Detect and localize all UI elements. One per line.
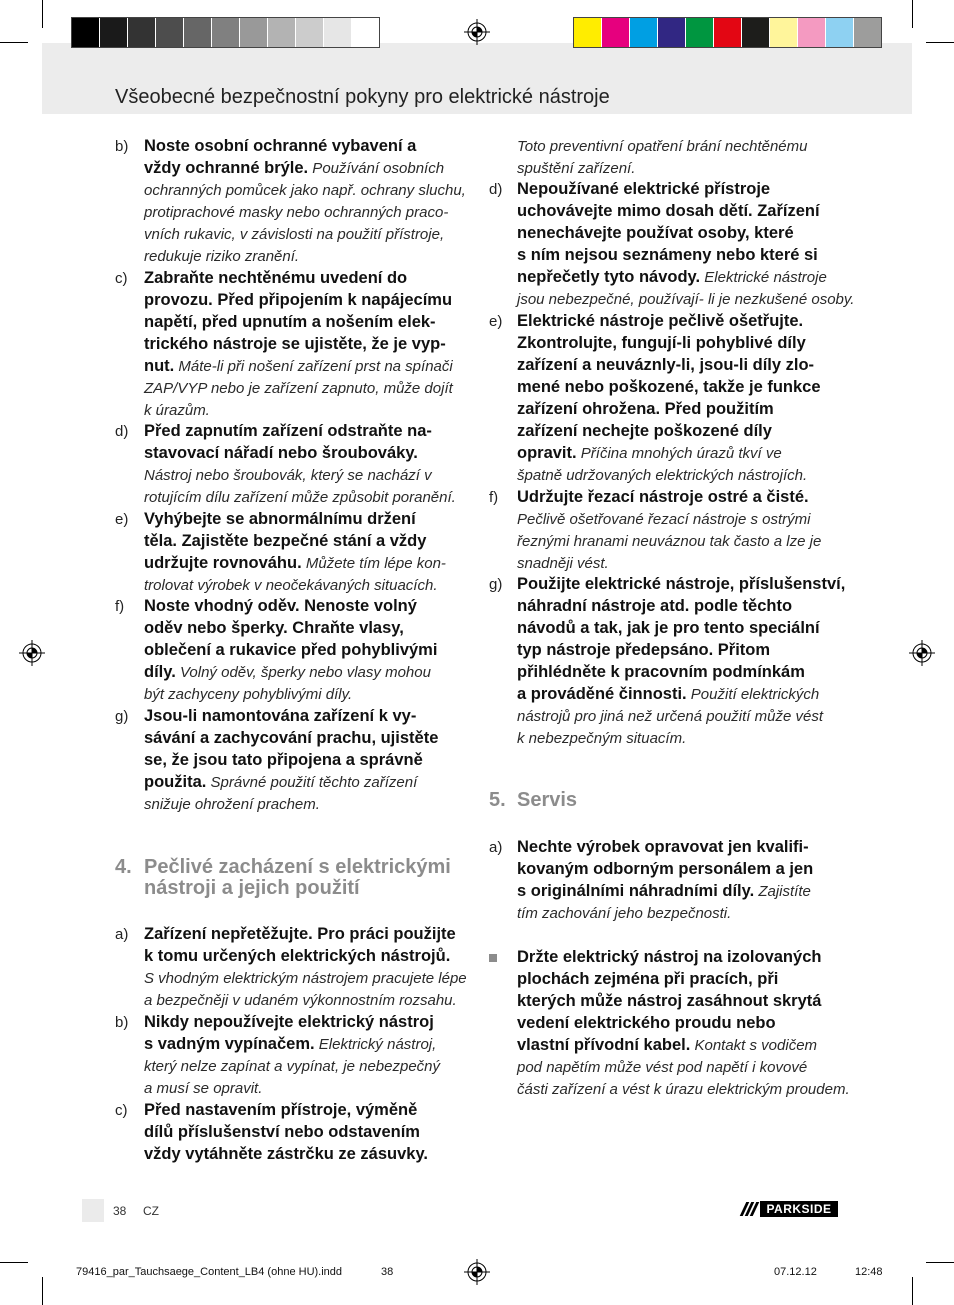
item-instruction: Udržujte řezací nástroje ostré a čisté. bbox=[517, 488, 809, 506]
list-item bbox=[489, 573, 845, 749]
list-item bbox=[489, 836, 813, 924]
list-item bbox=[489, 486, 821, 574]
item-text bbox=[144, 1099, 428, 1165]
gray-swatch bbox=[268, 18, 296, 47]
gray-swatch bbox=[352, 18, 379, 47]
crop-mark bbox=[42, 0, 43, 28]
item-instruction: Zabraňte nechtěnému uvedení do provozu. Před připojením k napájecímu napětí, před upnutím a nošením elek- trického nástroje se ujistěte, že je vyp- nut. bbox=[144, 269, 453, 375]
slug-date: 07.12.12 bbox=[774, 1266, 817, 1278]
color-swatch bbox=[686, 18, 714, 47]
item-explanation: Použití elektrických nástrojů pro jiná než určená použití může vést k nebezpečným situacím. bbox=[517, 686, 823, 747]
item-explanation: Používání osobních ochranných pomůcek jako např. ochrany sluchu, protiprachové masky nebo ochranných praco- vních rukavic, v závislosti na použití přístroje, redukuje riziko zranění. bbox=[144, 160, 466, 265]
crop-mark bbox=[42, 1277, 43, 1305]
color-swatch bbox=[630, 18, 658, 47]
item-explanation: Máte-li při nošení zařízení prst na spínači ZAP/VYP nebo je zařízení zapnuto, může dojít k úrazům. bbox=[144, 358, 453, 419]
list-item bbox=[489, 310, 821, 486]
item-text bbox=[144, 508, 446, 596]
section-number: 5. bbox=[489, 789, 506, 811]
item-explanation: Toto preventivní opatření brání nechtěnému spuštění zařízení. bbox=[517, 138, 808, 177]
gray-swatch bbox=[156, 18, 184, 47]
crop-mark bbox=[926, 1262, 954, 1263]
list-item bbox=[115, 923, 467, 1011]
bullet-item bbox=[489, 946, 850, 1100]
item-label: g) bbox=[115, 708, 129, 725]
crop-mark bbox=[0, 1262, 28, 1263]
section-title: Pečlivé zacházení s elektrickými nástroji a jejich použití bbox=[144, 856, 451, 899]
registration-mark-icon bbox=[19, 640, 45, 666]
list-item bbox=[115, 508, 446, 596]
gray-swatch bbox=[324, 18, 352, 47]
color-swatch bbox=[602, 18, 630, 47]
crop-mark bbox=[912, 1277, 913, 1305]
item-instruction: Noste osobní ochranné vybavení a vždy ochranné brýle. bbox=[144, 137, 417, 177]
gray-swatch bbox=[100, 18, 128, 47]
item-explanation: Příčina mnohých úrazů tkví ve špatně udržovaných elektrických nástrojích. bbox=[517, 445, 808, 484]
section-title: Servis bbox=[517, 789, 578, 811]
item-label: b) bbox=[115, 1014, 129, 1031]
color-swatch bbox=[798, 18, 826, 47]
gray-swatch bbox=[72, 18, 100, 47]
item-explanation: Pečlivě ošetřované řezací nástroje s ostrými řeznými hranami neuváznou tak často a lze je snadněji vést. bbox=[517, 511, 822, 572]
item-label: c) bbox=[115, 270, 128, 287]
gray-swatch bbox=[128, 18, 156, 47]
item-instruction: Před zapnutím zařízení odstraňte na- stavovací nářadí nebo šroubováky. bbox=[144, 422, 432, 462]
gray-swatch bbox=[212, 18, 240, 47]
list-item bbox=[489, 178, 854, 310]
item-text bbox=[517, 836, 813, 924]
item-text bbox=[517, 573, 845, 749]
item-text bbox=[144, 923, 467, 1011]
brand-name: PARKSIDE bbox=[760, 1201, 838, 1217]
item-label: c) bbox=[115, 1102, 128, 1119]
color-swatch bbox=[574, 18, 602, 47]
gray-swatch bbox=[240, 18, 268, 47]
item-label: e) bbox=[489, 313, 503, 330]
item-explanation: S vhodným elektrickým nástrojem pracujete lépe a bezpečněji v udaném výkonnostním rozsahu. bbox=[144, 970, 467, 1009]
item-label: e) bbox=[115, 511, 129, 528]
item-explanation: Můžete tím lépe kon- trolovat výrobek v neočekávaných situacích. bbox=[144, 555, 446, 594]
item-text bbox=[144, 267, 453, 421]
crop-mark bbox=[912, 0, 913, 28]
section-heading bbox=[115, 857, 451, 899]
grayscale-bar bbox=[72, 18, 379, 47]
color-swatch bbox=[770, 18, 798, 47]
logo-slashes-icon bbox=[740, 1201, 760, 1217]
item-text bbox=[517, 310, 821, 486]
item-label: g) bbox=[489, 576, 503, 593]
item-instruction: Před nastavením přístroje, výměně dílů příslušenství nebo odstavením vždy vytáhněte zástrčku ze zásuvky. bbox=[144, 1101, 428, 1163]
item-label: f) bbox=[115, 598, 125, 615]
item-text bbox=[517, 178, 854, 310]
item-text bbox=[517, 486, 821, 574]
item-label: b) bbox=[115, 138, 129, 155]
registration-mark-icon bbox=[464, 19, 490, 45]
color-swatch bbox=[854, 18, 881, 47]
item-text bbox=[517, 946, 850, 1100]
item-instruction: Nikdy nepoužívejte elektrický nástroj s vadným vypínačem. bbox=[144, 1013, 434, 1053]
color-swatch bbox=[826, 18, 854, 47]
language-code: CZ bbox=[143, 1204, 159, 1218]
item-label: f) bbox=[489, 489, 499, 506]
page-number-box bbox=[82, 1199, 104, 1222]
crop-mark bbox=[926, 42, 954, 43]
item-instruction: Vyhýbejte se abnormálnímu držení těla. Zajistěte bezpečné stání a vždy udržujte rovnováhu. bbox=[144, 510, 427, 572]
color-swatch bbox=[742, 18, 770, 47]
item-text bbox=[144, 705, 438, 815]
item-instruction: Nechte výrobek opravovat jen kvalifi- kovaným odborným personálem a jen s originálními náhradními díly. bbox=[517, 838, 814, 900]
list-item bbox=[115, 135, 466, 267]
square-bullet-icon bbox=[489, 954, 497, 962]
item-instruction: Použijte elektrické nástroje, příslušenství, náhradní nástroje atd. podle těchto návodů a tak, jak je pro tento speciální typ nástroje předepsáno. Přitom přihlédněte k pracovním podmínkám a prováděné činnosti. bbox=[517, 575, 846, 703]
item-instruction: Elektrické nástroje pečlivě ošetřujte. Zkontrolujte, fungují-li pohyblivé díly zařízení a neuváznly-li, jsou-li díly zlo- mené nebo poškozené, takže je funkce zařízení ohrožena. Před použitím zařízení nechejte poškozené díly opravit. bbox=[517, 312, 821, 462]
page-title: Všeobecné bezpečnostní pokyny pro elektrické nástroje bbox=[115, 86, 610, 108]
item-text bbox=[144, 1011, 440, 1099]
item-explanation: Správné použití těchto zařízení snižuje ohrožení prachem. bbox=[144, 774, 418, 813]
slug-page: 38 bbox=[381, 1266, 394, 1278]
color-swatch bbox=[658, 18, 686, 47]
item-instruction: Zařízení nepřetěžujte. Pro práci použijte k tomu určených elektrických nástrojů. bbox=[144, 925, 456, 965]
item-explanation: Elektrické nástroje jsou nebezpečné, používají- li je nezkušené osoby. bbox=[517, 269, 855, 308]
item-instruction: Noste vhodný oděv. Nenoste volný oděv nebo šperky. Chraňte vlasy, oblečení a rukavice před pohyblivými díly. bbox=[144, 597, 438, 681]
registration-mark-icon bbox=[464, 1259, 490, 1285]
list-item bbox=[115, 595, 437, 705]
item-explanation: Kontakt s vodičem pod napětím může vést pod napětí i kovové části zařízení a vést k úrazu elektrickým proudem. bbox=[517, 1037, 850, 1098]
list-item bbox=[115, 1099, 428, 1165]
item-text bbox=[144, 135, 466, 267]
item-label: d) bbox=[489, 181, 503, 198]
color-bar bbox=[574, 18, 881, 47]
list-item bbox=[115, 420, 456, 508]
item-label: d) bbox=[115, 423, 129, 440]
list-item bbox=[115, 1011, 440, 1099]
registration-mark-icon bbox=[909, 640, 935, 666]
item-explanation: Zajistíte tím zachování jeho bezpečnosti. bbox=[517, 883, 811, 922]
color-swatch bbox=[714, 18, 742, 47]
item-text bbox=[144, 595, 437, 705]
item-label: a) bbox=[489, 839, 503, 856]
gray-swatch bbox=[184, 18, 212, 47]
item-explanation: Elektrický nástroj, který nelze zapínat a vypínat, je nebezpečný a musí se opravit. bbox=[144, 1036, 441, 1097]
item-instruction: Nepoužívané elektrické přístroje uchovávejte mimo dosah dětí. Zařízení nenechávejte používat osoby, které s ním nejsou seznámeny nebo které si nepřečetly tyto návody. bbox=[517, 180, 820, 286]
item-text bbox=[144, 420, 456, 508]
item-instruction: Jsou-li namontována zařízení k vy- sávání a zachycování prachu, ujistěte se, že jsou tato připojena a správně použita. bbox=[144, 707, 439, 791]
slug-file-name: 79416_par_Tauchsaege_Content_LB4 (ohne HU).indd bbox=[76, 1266, 343, 1278]
continued-text bbox=[517, 135, 807, 179]
item-explanation: Nástroj nebo šroubovák, který se nachází v rotujícím dílu zařízení může způsobit poranění. bbox=[144, 467, 456, 506]
section-number: 4. bbox=[115, 856, 132, 878]
parkside-logo bbox=[740, 1201, 838, 1217]
list-item bbox=[115, 267, 453, 421]
slug-time: 12:48 bbox=[855, 1266, 883, 1278]
page-number: 38 bbox=[113, 1204, 127, 1218]
item-label: a) bbox=[115, 926, 129, 943]
bullet-label bbox=[489, 947, 517, 969]
list-item bbox=[115, 705, 438, 815]
gray-swatch bbox=[296, 18, 324, 47]
item-explanation: Volný oděv, šperky nebo vlasy mohou být zachyceny pohyblivými díly. bbox=[144, 664, 431, 703]
section-heading bbox=[489, 790, 577, 811]
crop-mark bbox=[0, 42, 28, 43]
item-instruction: Držte elektrický nástroj na izolovaných plochách zejména při pracích, při kterých může nástroj zasáhnout skrytá vedení elektrického proudu nebo vlastní přívodní kabel. bbox=[517, 948, 822, 1054]
